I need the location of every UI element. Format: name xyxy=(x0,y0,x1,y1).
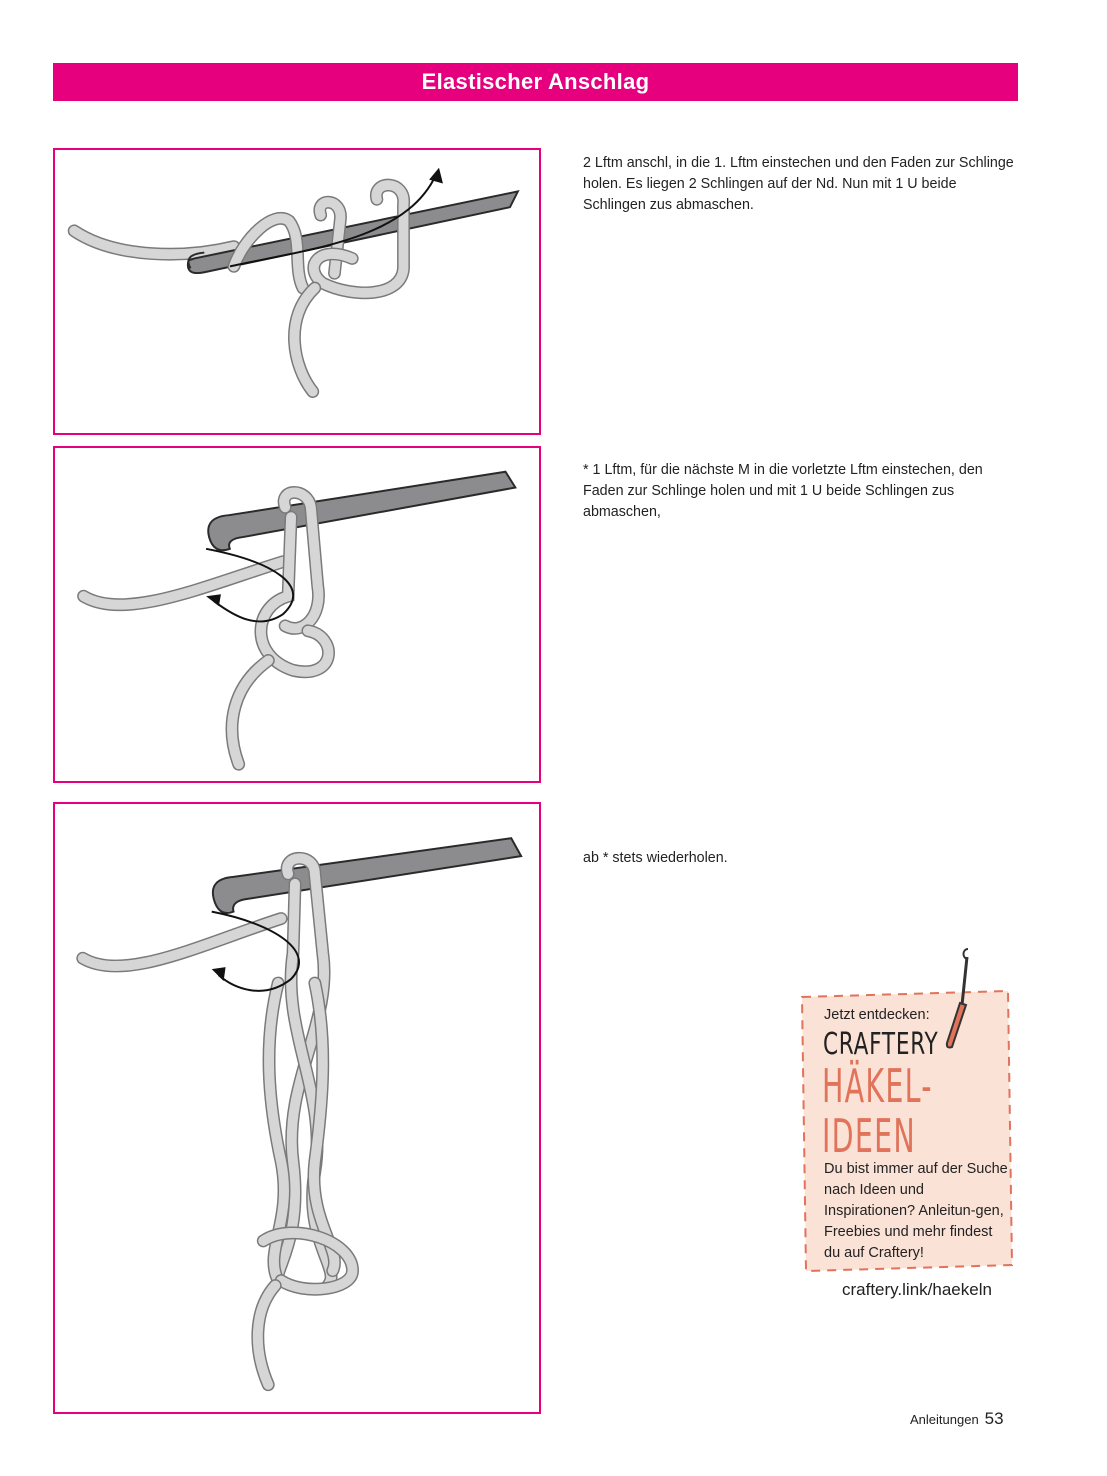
promo-description: Du bist immer auf der Suche nach Ideen und Inspirationen? Anleitun-gen, Freebies und mehr findest du auf Craftery! xyxy=(824,1161,1008,1261)
crochet-step-1-drawing xyxy=(55,150,539,433)
illustration-step-1 xyxy=(53,148,541,435)
promo-brand: CRAFTERY xyxy=(823,1027,939,1062)
step-2-text: * 1 Lftm, für die nächste M in die vorletzte Lftm einstechen, den Faden zur Schlinge holen und mit 1 U beide Schlingen zus abmaschen, xyxy=(583,462,983,520)
step-1-text: 2 Lftm anschl, in die 1. Lftm einstechen und den Faden zur Schlinge holen. Es liegen 2 Schlingen auf der Nd. Nun mit 1 U beide Schlingen zus abmaschen. xyxy=(583,155,1014,213)
page-footer xyxy=(910,1409,1004,1429)
section-title-banner xyxy=(53,63,1018,101)
page-number: 53 xyxy=(984,1409,1004,1428)
footer-section: Anleitungen xyxy=(910,1412,979,1427)
promo-pre-text: Jetzt entdecken: xyxy=(824,1007,930,1023)
promo-headline-2: IDEEN xyxy=(822,1109,916,1163)
crochet-step-3-drawing xyxy=(55,804,539,1412)
illustration-step-2 xyxy=(53,446,541,783)
section-title: Elastischer Anschlag xyxy=(421,69,650,94)
illustration-step-3 xyxy=(53,802,541,1414)
promo-link[interactable]: craftery.link/haekeln xyxy=(842,1280,992,1299)
step-3-text: ab * stets wiederholen. xyxy=(583,850,728,866)
crochet-hook-icon xyxy=(940,945,980,1055)
crochet-step-2-drawing xyxy=(55,448,539,781)
promo-headline-1: HÄKEL- xyxy=(822,1059,933,1113)
craftery-promo-box xyxy=(800,985,1015,1275)
